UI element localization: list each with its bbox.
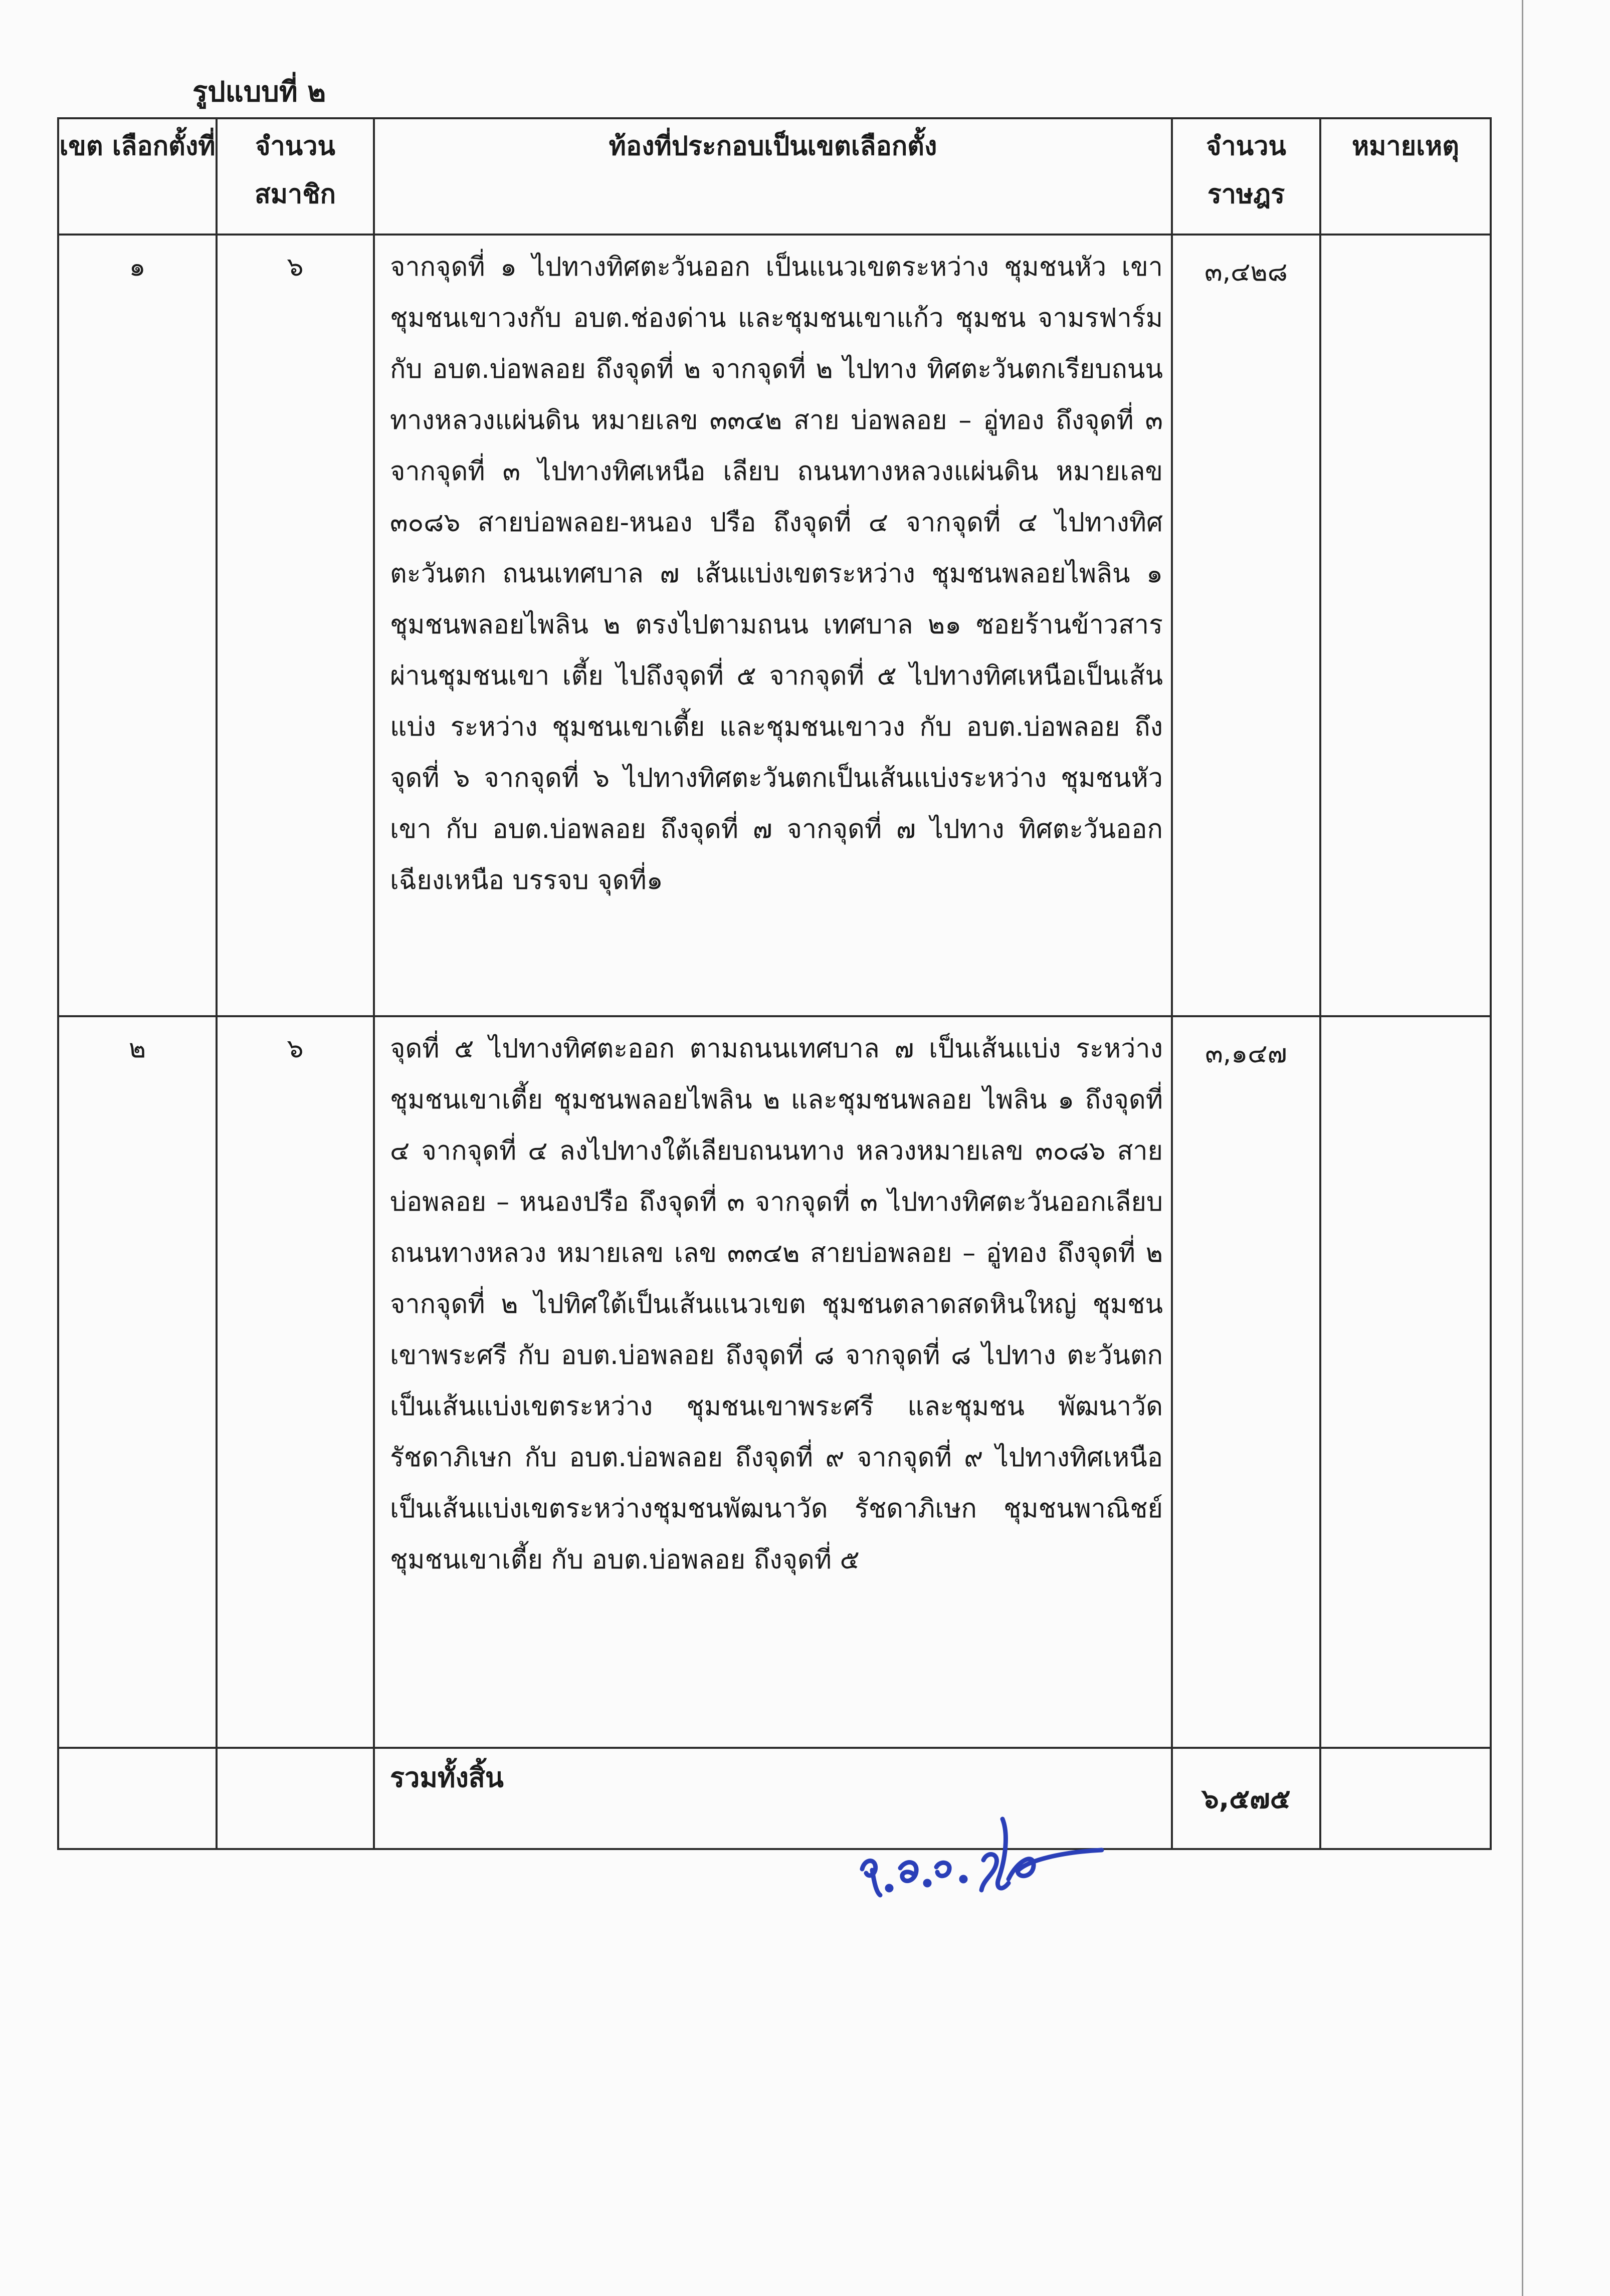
- area-description: จุดที่ ๕ ไปทางทิศตะออก ตามถนนเทศบาล ๗ เป็นเส้นแบ่ง ระหว่าง ชุมชนเขาเตี้ย ชุมชนพลอยไพลิน ๒ และชุมชนพลอย ไพลิน ๑ ถึงจุดที่ ๔ จากจุดที่ ๔ ลงไปทางใต้เลียบถนนทาง หลวงหมายเลข ๓๐๘๖ สายบ่อพลอย – หนองปรือ ถึงจุดที่ ๓ จากจุดที่ ๓ ไปทางทิศตะวันออกเลียบถนนทางหลวง หมายเลข เลข ๓๓๔๒ สายบ่อพลอย – อู่ทอง ถึงจุดที่ ๒ จากจุดที่ ๒ ไปทิศใต้เป็นเส้นแนวเขต ชุมชนตลาดสดหินใหญ่ ชุมชน เขาพระศรี กับ อบต.บ่อพลอย ถึงจุดที่ ๘ จากจุดที่ ๘ ไปทาง ตะวันตกเป็นเส้นแบ่งเขตระหว่าง ชุมชนเขาพระศรี และชุมชน พัฒนาวัดรัชดาภิเษก กับ อบต.บ่อพลอย ถึงจุดที่ ๙ จากจุดที่ ๙ ไปทางทิศเหนือเป็นเส้นแบ่งเขตระหว่างชุมชนพัฒนาวัด รัชดาภิเษก ชุมชนพาณิชย์ ชุมชนเขาเตี้ย กับ อบต.บ่อพลอย ถึงจุดที่ ๕: [374, 1016, 1172, 1748]
- form-label: รูปแบบที่ ๒: [192, 76, 326, 108]
- table-row: [58, 1016, 1491, 1748]
- total-empty-cell: [58, 1748, 217, 1849]
- handwritten-signature: [852, 1804, 1133, 1919]
- header-remarks: หมายเหตุ: [1320, 118, 1491, 235]
- member-count: ๖: [217, 1016, 374, 1748]
- district-number: ๒: [58, 1016, 217, 1748]
- scan-edge-line: [1522, 0, 1523, 2296]
- total-row: [58, 1748, 1491, 1849]
- remarks-cell: [1320, 235, 1491, 1016]
- remarks-cell: [1320, 1016, 1491, 1748]
- total-label: รวมทั้งสิ้น: [374, 1748, 1172, 1849]
- table-row: [58, 235, 1491, 1016]
- header-population: จำนวน ราษฎร: [1172, 118, 1320, 235]
- population-count: ๓,๔๒๘: [1172, 235, 1320, 1016]
- population-count: ๓,๑๔๗: [1172, 1016, 1320, 1748]
- table-header-row: [58, 118, 1491, 235]
- total-empty-cell: [217, 1748, 374, 1849]
- district-number: ๑: [58, 235, 217, 1016]
- header-members: จำนวน สมาชิก: [217, 118, 374, 235]
- area-description: จากจุดที่ ๑ ไปทางทิศตะวันออก เป็นแนวเขตระหว่าง ชุมชนหัว เขา ชุมชนเขาวงกับ อบต.ช่องด่าน และชุมชนเขาแก้ว ชุมชน จามรฟาร์ม กับ อบต.บ่อพลอย ถึงจุดที่ ๒ จากจุดที่ ๒ ไปทาง ทิศตะวันตกเรียบถนนทางหลวงแผ่นดิน หมายเลข ๓๓๔๒ สาย บ่อพลอย – อู่ทอง ถึงจุดที่ ๓ จากจุดที่ ๓ ไปทางทิศเหนือ เลียบ ถนนทางหลวงแผ่นดิน หมายเลข ๓๐๘๖ สายบ่อพลอย-หนอง ปรือ ถึงจุดที่ ๔ จากจุดที่ ๔ ไปทางทิศตะวันตก ถนนเทศบาล ๗ เส้นแบ่งเขตระหว่าง ชุมชนพลอยไพลิน ๑ ชุมชนพลอยไพลิน ๒ ตรงไปตามถนน เทศบาล ๒๑ ซอยร้านข้าวสาร ผ่านชุมชนเขา เตี้ย ไปถึงจุดที่ ๕ จากจุดที่ ๕ ไปทางทิศเหนือเป็นเส้นแบ่ง ระหว่าง ชุมชนเขาเตี้ย และชุมชนเขาวง กับ อบต.บ่อพลอย ถึง จุดที่ ๖ จากจุดที่ ๖ ไปทางทิศตะวันตกเป็นเส้นแบ่งระหว่าง ชุมชนหัวเขา กับ อบต.บ่อพลอย ถึงจุดที่ ๗ จากจุดที่ ๗ ไปทาง ทิศตะวันออกเฉียงเหนือ บรรจบ จุดที่๑: [374, 235, 1172, 1016]
- member-count: ๖: [217, 235, 374, 1016]
- header-district: เขต เลือกตั้งที่: [58, 118, 217, 235]
- total-remarks-cell: [1320, 1748, 1491, 1849]
- header-area: ท้องที่ประกอบเป็นเขตเลือกตั้ง: [374, 118, 1172, 235]
- election-district-table: [57, 117, 1492, 1850]
- total-population: ๖,๕๗๕: [1172, 1748, 1320, 1849]
